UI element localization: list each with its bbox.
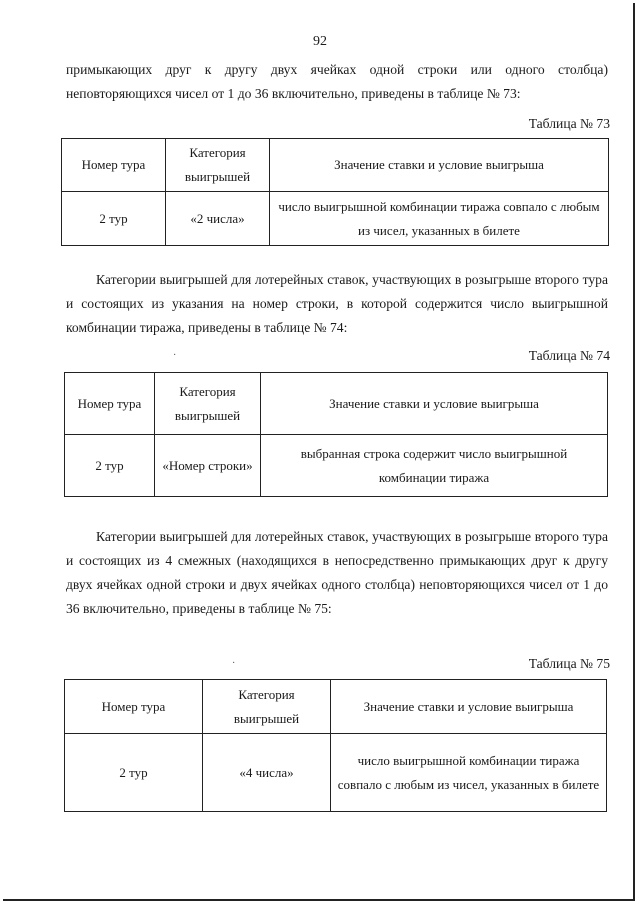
table-cell: число выигрышной комбинации тиража совпало с любым из чисел, указанных в билете: [270, 192, 609, 246]
table-cell: 2 тур: [62, 192, 166, 246]
table-73: [61, 138, 609, 246]
table-cell: 2 тур: [65, 435, 155, 497]
table-75-caption: Таблица № 75: [528, 656, 610, 671]
table-74-caption: Таблица № 74: [528, 348, 610, 363]
table-75: [64, 679, 607, 812]
table-header-cell: Категория выигрышей: [203, 680, 331, 734]
table-header-cell: Номер тура: [65, 680, 203, 734]
paragraph-table-74-intro: Категории выигрышей для лотерейных ставок, участвующих в розыгрыше второго тура и состоящих из указания на номер строки, в которой содержится число выигрышной комбинации тиража, приведены в таблице № 74:: [66, 272, 608, 335]
paragraph-intro: примыкающих друг к другу двух ячейках одной строки или одного столбца) неповторяющихся чисел от 1 до 36 включительно, приведены в таблице № 73:: [66, 62, 608, 101]
table-cell: «Номер строки»: [155, 435, 261, 497]
table-header-cell: Значение ставки и условие выигрыша: [261, 373, 608, 435]
table-74: [64, 372, 608, 497]
table-header-cell: Категория выигрышей: [155, 373, 261, 435]
paragraph-table-75-intro: Категории выигрышей для лотерейных ставок, участвующих в розыгрыше второго тура и состоящих из 4 смежных (находящихся в непосредственно примыкающих друг к другу двух ячейках одной строки и двух ячейках одного столбца) неповторяющихся чисел от 1 до 36 включительно, приведены в таблице № 75:: [66, 529, 608, 616]
page-number: 92: [313, 34, 327, 49]
table-73-caption: Таблица № 73: [528, 116, 610, 131]
table-cell: 2 тур: [65, 734, 203, 812]
table-cell: «2 числа»: [166, 192, 270, 246]
table-header-cell: Номер тура: [65, 373, 155, 435]
table-header-cell: Значение ставки и условие выигрыша: [331, 680, 607, 734]
table-cell: «4 числа»: [203, 734, 331, 812]
table-header-cell: Значение ставки и условие выигрыша: [270, 139, 609, 192]
table-cell: выбранная строка содержит число выигрышной комбинации тиража: [261, 435, 608, 497]
table-header-cell: Категория выигрышей: [166, 139, 270, 192]
table-header-cell: Номер тура: [62, 139, 166, 192]
table-cell: число выигрышной комбинации тиража совпало с любым из чисел, указанных в билете: [331, 734, 607, 812]
